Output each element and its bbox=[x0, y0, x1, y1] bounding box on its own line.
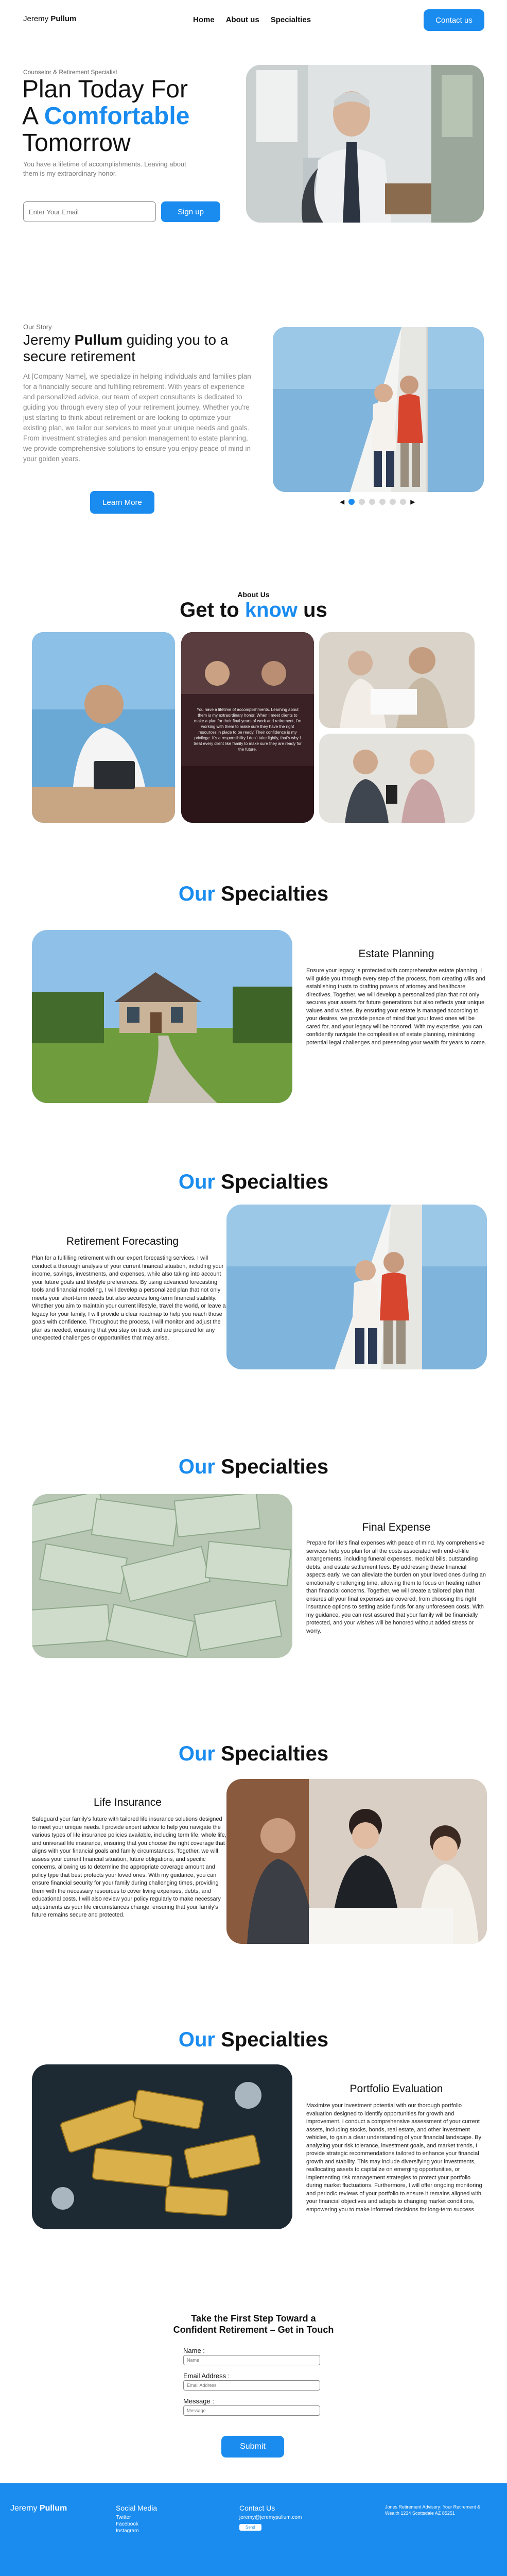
about-photo-couple-phone bbox=[319, 734, 475, 823]
portfolio-evaluation-photo bbox=[32, 2064, 292, 2229]
portfolio-evaluation-title: Portfolio Evaluation bbox=[349, 2083, 443, 2095]
life-insurance-body: Safeguard your family's future with tailored life insurance solutions designed to meet your unique needs. I provide expert advice to help you navigate the various types of life insurance policies available, including term life, whole life, and universal life insurance, ensuring that you choose the right coverage that aligns with your financial goals and family circumstances. Together, we will assess your current financial situation, future obligations, and specific concerns, allowing us to determine the appropriate coverage amount and policy type that best protects your loved ones. With my guidance, you can ensure financial security for your family during challenging times, providing them with the necessary resources to cover living expenses, debts, and educational costs. I will also review your policy regularly to make necessary adjustments as your life circumstances change, ensuring that your family's future remains secure and protected. bbox=[32, 1816, 226, 1918]
name-field[interactable] bbox=[183, 2355, 320, 2365]
hero-advisor-photo bbox=[246, 65, 484, 223]
learn-more-button[interactable]: Learn More bbox=[90, 491, 154, 514]
retirement-forecasting-title: Retirement Forecasting bbox=[66, 1235, 179, 1247]
specialties-title bbox=[0, 1455, 507, 1479]
carousel-next-icon[interactable]: ▶ bbox=[410, 498, 415, 505]
hero-title-line1: Plan Today For bbox=[22, 76, 188, 103]
cta-title-line2: Confident Retirement – Get in Touch bbox=[173, 2325, 334, 2335]
message-label: Message : bbox=[183, 2397, 214, 2405]
specialties-title-rest: Specialties bbox=[215, 1171, 329, 1193]
estate-planning-title: Estate Planning bbox=[358, 948, 434, 960]
carousel-dot[interactable] bbox=[369, 499, 375, 505]
specialties-title-prefix: Our bbox=[178, 1171, 215, 1193]
about-title bbox=[0, 599, 507, 622]
hero-kicker: Counselor & Retirement Specialist bbox=[23, 69, 117, 76]
email-label: Email Address : bbox=[183, 2372, 230, 2380]
specialties-title-prefix: Our bbox=[178, 883, 215, 905]
story-title-bold: Pullum bbox=[74, 332, 123, 348]
estate-planning-body: Ensure your legacy is protected with comprehensive estate planning. I will guide you through every step of the process, from creating wills and establishing trusts to drafting powers of attorney and healthcare directives. Together, we will develop a personalized plan that not only secures your assets for future generations but also reflects your unique values and wishes. By ensuring your estate is managed according to your desires, we provide peace of mind that your loved ones will be cared for, and your legacy will be honored. With my expertise, you can confidently navigate the complexities of estate planning, minimizing potential legal challenges and preserving your wealth for years to come. bbox=[306, 968, 486, 1046]
specialties-title bbox=[0, 883, 507, 906]
portfolio-evaluation-body: Maximize your investment potential with our thorough portfolio evaluation designed to identify opportunities for growth and improvement. I conduct a comprehensive assessment of your current assets, including stocks, bonds, real estate, and other investment vehicles, to gain a clear understanding of your financial landscape. By analyzing your risk tolerance, investment goals, and market trends, I provide strategic recommendations tailored to enhance your financial growth and stability. This may include diversifying your investments, reallocating assets to capitalize on emerging opportunities, or implementing risk management strategies to protect your portfolio during market fluctuations. Furthermore, I will offer ongoing monitoring and periodic reviews of your portfolio to ensure it remains aligned with your financial objectives and adapts to changing market conditions, empowering you to make informed decisions for long-term success. bbox=[306, 2103, 482, 2213]
final-expense-body: Prepare for life's final expenses with peace of mind. My comprehensive services help you plan for all the costs associated with end-of-life arrangements, including funeral expenses, medical bills, outstanding debts, and estate settlement fees. By addressing these financial aspects early, we can alleviate the burden on your loved ones during an emotionally challenging time, allowing them to focus on healing rather than financial concerns. Together, we will create a tailored plan that ensures all your final expenses are covered, from choosing the right insurance options to setting aside funds for any unforeseen costs. With my guidance, you can rest assured that your family will be financially protected, and your wishes will be honored without added stress or worry. bbox=[306, 1540, 486, 1634]
about-story-card bbox=[181, 632, 314, 823]
email-field[interactable] bbox=[183, 2380, 320, 2391]
carousel-dot[interactable] bbox=[390, 499, 396, 505]
specialties-title-rest: Specialties bbox=[215, 883, 329, 905]
about-title-prefix: Get to bbox=[180, 599, 245, 621]
hero-title-line3: Tomorrow bbox=[22, 129, 131, 157]
footer-social-heading: Social Media bbox=[116, 2504, 158, 2512]
footer-twitter-link[interactable]: Twitter bbox=[116, 2515, 131, 2520]
specialties-title bbox=[0, 2028, 507, 2052]
footer bbox=[0, 2483, 507, 2576]
final-expense-title: Final Expense bbox=[362, 1521, 431, 1533]
specialties-title bbox=[0, 1742, 507, 1766]
specialties-title bbox=[0, 1171, 507, 1194]
footer-brand-first: Jeremy bbox=[10, 2504, 38, 2513]
brand-last: Pullum bbox=[50, 14, 77, 23]
cta-title bbox=[0, 2313, 507, 2335]
specialties-title-prefix: Our bbox=[178, 1455, 215, 1478]
name-label: Name : bbox=[183, 2347, 205, 2354]
footer-social bbox=[116, 2504, 157, 2534]
story-title-rest: guiding you to a secure retirement bbox=[23, 332, 229, 364]
footer-brand-last: Pullum bbox=[39, 2504, 67, 2513]
specialties-title-rest: Specialties bbox=[215, 2028, 329, 2051]
nav-about-link[interactable]: About us bbox=[225, 15, 259, 24]
about-card-text: You have a lifetime of accomplishments. Learning about them is my extraordinary honor. When I meet clients to make a plan for their final years of work and retirement, I'm working with them to make sure they have the right resources in place to be ready. Their confidence is my privilege. It's a responsibility I don't take lightly, that's why I treat every client like family to make sure they are ready for the future. bbox=[194, 707, 302, 752]
contact-us-button[interactable]: Contact us bbox=[424, 9, 484, 31]
signup-button[interactable]: Sign up bbox=[161, 201, 220, 222]
message-field[interactable] bbox=[183, 2405, 320, 2416]
nav-specialties-link[interactable]: Specialties bbox=[270, 15, 311, 24]
footer-send-button[interactable]: Send bbox=[239, 2524, 261, 2531]
footer-contact bbox=[239, 2504, 302, 2531]
footer-address: Jones Retirement Advisory: Your Retirement & Wealth 1234 Scottsdale AZ 85251 bbox=[385, 2504, 481, 2516]
story-body: At [Company Name], we specialize in helping individuals and families plan for a financially secure and fulfilling retirement. With years of experience and personalized advice, our team of expert consultants is dedicated to guiding you through every step of your retirement journey. Whether you're just starting to think about retirement or are looking to optimize your existing plan, we tailor our services to meet your unique needs and goals. From investment strategies and pension management to estate planning, we provide comprehensive solutions to ensure you enjoy peace of mind in your golden years. bbox=[23, 372, 251, 463]
specialties-title-rest: Specialties bbox=[215, 1455, 329, 1478]
about-photo-couple-reading bbox=[319, 632, 475, 728]
retirement-forecasting-body: Plan for a fulfilling retirement with our expert forecasting services. I will conduct a thorough analysis of your current financial situation, including your income, savings, investments, and expenses, while also taking into account your future goals and lifestyle preferences. By using advanced forecasting tools and financial modeling, I will develop a personalized plan that not only meets your short-term needs but also secures long-term financial stability. Whether you aim to maintain your current lifestyle, travel the world, or leave a legacy for your family, I will provide a clear roadmap to help you reach those goals with confidence. Throughout the process, I will monitor and adjust the plan as needed, ensuring that you stay on track and are prepared for any unexpected challenges or opportunities that may arise. bbox=[32, 1255, 226, 1341]
footer-facebook-link[interactable]: Facebook bbox=[116, 2521, 138, 2527]
footer-brand[interactable] bbox=[10, 2504, 67, 2513]
cta-title-line1: Take the First Step Toward a bbox=[191, 2313, 316, 2324]
specialties-title-prefix: Our bbox=[178, 2028, 215, 2051]
carousel-dot[interactable] bbox=[348, 499, 355, 505]
carousel-prev-icon[interactable]: ◀ bbox=[340, 498, 345, 505]
main-nav bbox=[193, 15, 311, 24]
specialties-title-rest: Specialties bbox=[215, 1742, 329, 1765]
submit-button[interactable]: Submit bbox=[221, 2436, 284, 2458]
about-photo-man-tablet bbox=[32, 632, 175, 823]
brand-logo[interactable] bbox=[23, 14, 76, 23]
specialties-title-prefix: Our bbox=[178, 1742, 215, 1765]
retirement-forecasting-photo bbox=[226, 1205, 487, 1369]
story-title bbox=[23, 332, 255, 365]
hero-title bbox=[22, 76, 243, 157]
final-expense-photo bbox=[32, 1494, 292, 1658]
footer-instagram-link[interactable]: Instagram bbox=[116, 2528, 139, 2534]
hero-email-input[interactable] bbox=[23, 201, 156, 222]
story-carousel bbox=[340, 498, 415, 505]
carousel-dot[interactable] bbox=[400, 499, 406, 505]
footer-contact-heading: Contact Us bbox=[239, 2504, 275, 2512]
story-title-first: Jeremy bbox=[23, 332, 75, 348]
about-kicker: About Us bbox=[237, 590, 270, 599]
life-insurance-title: Life Insurance bbox=[94, 1797, 162, 1808]
nav-home-link[interactable]: Home bbox=[193, 15, 215, 24]
footer-contact-email[interactable]: jeremy@jeremypullum.com bbox=[239, 2515, 302, 2520]
brand-first: Jeremy bbox=[23, 14, 49, 23]
life-insurance-photo bbox=[226, 1779, 487, 1944]
estate-planning-photo bbox=[32, 930, 292, 1103]
story-kicker: Our Story bbox=[23, 323, 52, 331]
about-title-suffix: us bbox=[298, 599, 327, 621]
hero-title-a: A bbox=[22, 103, 44, 130]
story-couple-photo bbox=[273, 327, 484, 492]
about-title-highlight: know bbox=[244, 599, 298, 621]
hero-title-highlight: Comfortable bbox=[44, 103, 190, 130]
hero-subtitle: You have a lifetime of accomplishments. Leaving about them is my extraordinary honor. bbox=[23, 160, 186, 177]
carousel-dot[interactable] bbox=[379, 499, 386, 505]
carousel-dot[interactable] bbox=[359, 499, 365, 505]
